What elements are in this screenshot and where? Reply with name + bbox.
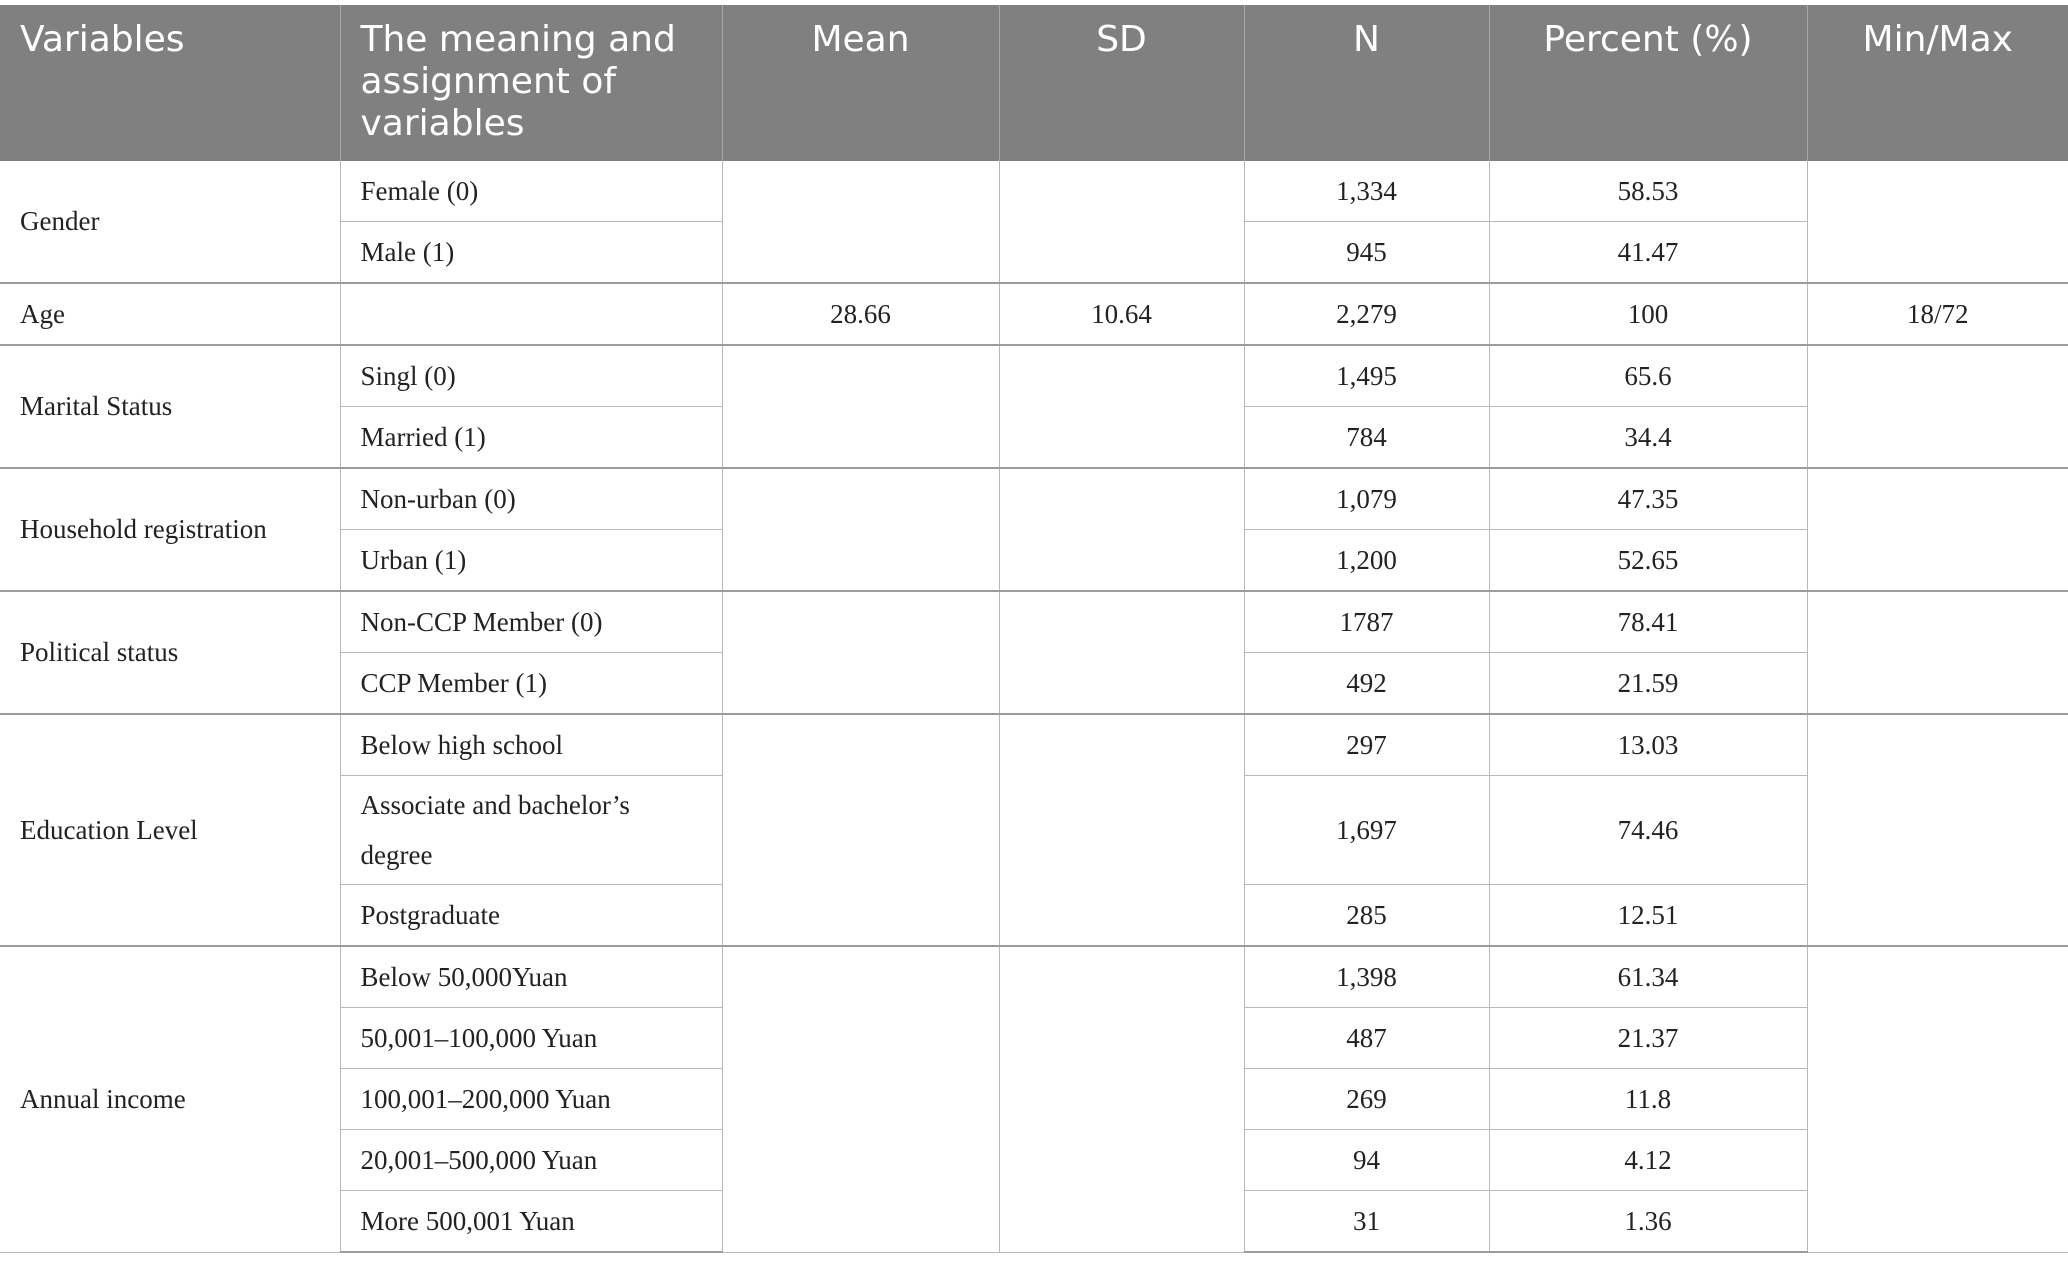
- meaning-cell: Below 50,000Yuan: [340, 946, 722, 1008]
- minmax-cell: [1807, 345, 2068, 468]
- percent-cell: 21.59: [1489, 653, 1807, 715]
- sd-cell: [999, 468, 1244, 591]
- n-cell: 297: [1244, 714, 1489, 776]
- meaning-cell: 100,001–200,000 Yuan: [340, 1069, 722, 1130]
- meaning-cell: Associate and bachelor’s degree: [340, 776, 722, 885]
- header-percent: Percent (%): [1489, 5, 1807, 161]
- mean-cell: 28.66: [722, 283, 999, 345]
- variable-age: Age: [0, 283, 340, 345]
- meaning-cell: Male (1): [340, 222, 722, 284]
- n-cell: 269: [1244, 1069, 1489, 1130]
- table-row: [0, 946, 2068, 1008]
- header-sd: SD: [999, 5, 1244, 161]
- n-cell: 1,200: [1244, 530, 1489, 592]
- meaning-cell: More 500,001 Yuan: [340, 1191, 722, 1253]
- meaning-cell: Non-CCP Member (0): [340, 591, 722, 653]
- table-row: [0, 161, 2068, 222]
- percent-cell: 65.6: [1489, 345, 1807, 407]
- minmax-cell: [1807, 468, 2068, 591]
- meaning-cell: 20,001–500,000 Yuan: [340, 1130, 722, 1191]
- meaning-cell: CCP Member (1): [340, 653, 722, 715]
- sd-cell: [999, 161, 1244, 283]
- sd-cell: 10.64: [999, 283, 1244, 345]
- table-row: [0, 283, 2068, 345]
- table-row: [0, 591, 2068, 653]
- percent-cell: 11.8: [1489, 1069, 1807, 1130]
- percent-cell: 61.34: [1489, 946, 1807, 1008]
- percent-cell: 78.41: [1489, 591, 1807, 653]
- percent-cell: 12.51: [1489, 885, 1807, 947]
- meaning-cell: Female (0): [340, 161, 722, 222]
- header-row: [0, 5, 2068, 161]
- n-cell: 1,398: [1244, 946, 1489, 1008]
- percent-cell: 47.35: [1489, 468, 1807, 530]
- table-row: [0, 714, 2068, 776]
- percent-cell: 41.47: [1489, 222, 1807, 284]
- n-cell: 784: [1244, 407, 1489, 469]
- header-meaning: The meaning and assignment of variables: [340, 5, 722, 161]
- header-variables: Variables: [0, 5, 340, 161]
- n-cell: 1,495: [1244, 345, 1489, 407]
- percent-cell: 4.12: [1489, 1130, 1807, 1191]
- table-body: [0, 161, 2068, 1252]
- table-row: [0, 345, 2068, 407]
- meaning-cell: 50,001–100,000 Yuan: [340, 1008, 722, 1069]
- meaning-cell: Urban (1): [340, 530, 722, 592]
- header-mean: Mean: [722, 5, 999, 161]
- n-cell: 285: [1244, 885, 1489, 947]
- mean-cell: [722, 591, 999, 714]
- mean-cell: [722, 345, 999, 468]
- percent-cell: 52.65: [1489, 530, 1807, 592]
- meaning-cell: Postgraduate: [340, 885, 722, 947]
- n-cell: 1,079: [1244, 468, 1489, 530]
- mean-cell: [722, 161, 999, 283]
- n-cell: 945: [1244, 222, 1489, 284]
- percent-cell: 21.37: [1489, 1008, 1807, 1069]
- minmax-cell: [1807, 946, 2068, 1252]
- n-cell: 487: [1244, 1008, 1489, 1069]
- percent-cell: 58.53: [1489, 161, 1807, 222]
- header-n: N: [1244, 5, 1489, 161]
- n-cell: 1,697: [1244, 776, 1489, 885]
- n-cell: 1,334: [1244, 161, 1489, 222]
- variable-political-status: Political status: [0, 591, 340, 714]
- sd-cell: [999, 946, 1244, 1252]
- minmax-cell: [1807, 591, 2068, 714]
- table-row: [0, 468, 2068, 530]
- table-header: [0, 5, 2068, 161]
- meaning-cell: Non-urban (0): [340, 468, 722, 530]
- minmax-cell: [1807, 161, 2068, 283]
- percent-cell: 34.4: [1489, 407, 1807, 469]
- n-cell: 1787: [1244, 591, 1489, 653]
- meaning-cell: [340, 283, 722, 345]
- variable-gender: Gender: [0, 161, 340, 283]
- sd-cell: [999, 345, 1244, 468]
- n-cell: 492: [1244, 653, 1489, 715]
- n-cell: 31: [1244, 1191, 1489, 1253]
- meaning-cell: Married (1): [340, 407, 722, 469]
- percent-cell: 74.46: [1489, 776, 1807, 885]
- descriptive-statistics-table: [0, 5, 2068, 1253]
- sd-cell: [999, 714, 1244, 946]
- minmax-cell: 18/72: [1807, 283, 2068, 345]
- variable-education-level: Education Level: [0, 714, 340, 946]
- n-cell: 94: [1244, 1130, 1489, 1191]
- variable-annual-income: Annual income: [0, 946, 340, 1252]
- sd-cell: [999, 591, 1244, 714]
- n-cell: 2,279: [1244, 283, 1489, 345]
- meaning-cell: Singl (0): [340, 345, 722, 407]
- percent-cell: 100: [1489, 283, 1807, 345]
- mean-cell: [722, 714, 999, 946]
- mean-cell: [722, 946, 999, 1252]
- header-minmax: Min/Max: [1807, 5, 2068, 161]
- percent-cell: 13.03: [1489, 714, 1807, 776]
- variable-household-registration: Household registration: [0, 468, 340, 591]
- minmax-cell: [1807, 714, 2068, 946]
- mean-cell: [722, 468, 999, 591]
- percent-cell: 1.36: [1489, 1191, 1807, 1253]
- meaning-cell: Below high school: [340, 714, 722, 776]
- variable-marital-status: Marital Status: [0, 345, 340, 468]
